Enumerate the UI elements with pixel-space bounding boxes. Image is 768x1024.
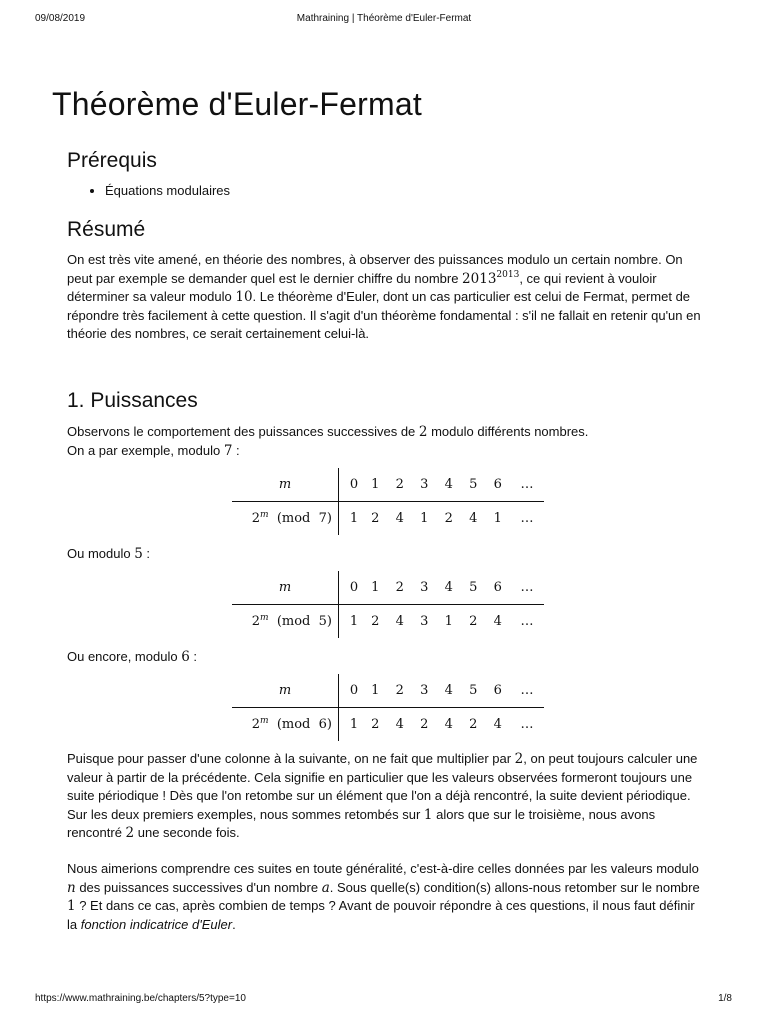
table-ellipsis: … bbox=[510, 674, 544, 708]
table-cell: 0 bbox=[339, 674, 364, 708]
resume-power bbox=[462, 271, 519, 287]
section-1-heading: 1. Puissances bbox=[67, 389, 198, 412]
prereq-item[interactable] bbox=[105, 183, 230, 198]
table-cell: 4 bbox=[437, 571, 462, 605]
table-cell: 1 bbox=[420, 511, 429, 526]
powers-table-mod-5 bbox=[232, 571, 544, 638]
table-ellipsis: … bbox=[520, 717, 534, 732]
table-row-label: 2$^m$ (mod 7) bbox=[232, 502, 339, 536]
table-cell: 3 bbox=[412, 571, 437, 605]
table-cell: 2 bbox=[444, 511, 453, 526]
table-cell: 4 bbox=[493, 717, 502, 732]
table-cell: 5 bbox=[461, 468, 486, 502]
table-cell: 1 bbox=[349, 511, 359, 526]
table-cell: 2 bbox=[371, 717, 380, 732]
euler-function-term: fonction indicatrice d'Euler bbox=[80, 916, 233, 932]
ou-modulo-value: 5 bbox=[134, 546, 143, 562]
intro-modulus: 7 bbox=[223, 442, 233, 459]
print-page-title: Mathraining | Théorème d'Euler-Fermat bbox=[296, 13, 472, 24]
table-cell: 4 bbox=[493, 614, 502, 629]
table-cell: 0 bbox=[339, 468, 364, 502]
table-row-label: 2$^m$ (mod 5) bbox=[232, 605, 339, 639]
table-cell: 1 bbox=[493, 511, 502, 526]
table-cell: 5 bbox=[461, 674, 486, 708]
table-cell: 2 bbox=[469, 717, 478, 732]
powers-table-mod-6 bbox=[232, 674, 544, 741]
table-cell: 2 bbox=[388, 468, 413, 502]
table-cell: 2 bbox=[371, 511, 380, 526]
table-cell: 1 bbox=[363, 674, 388, 708]
table-header-label: m bbox=[232, 674, 339, 708]
table-cell: 2 bbox=[469, 614, 478, 629]
table-cell: 4 bbox=[395, 614, 404, 629]
table-cell: 2 bbox=[371, 614, 380, 629]
table-cell: 5 bbox=[461, 571, 486, 605]
table-cell: 4 bbox=[437, 674, 462, 708]
table-header-label: m bbox=[232, 468, 339, 502]
resume-heading: Résumé bbox=[67, 218, 146, 241]
resume-paragraph bbox=[67, 251, 707, 344]
table-value-row bbox=[232, 605, 544, 639]
table-cell: 1 bbox=[363, 571, 388, 605]
table-ellipsis: … bbox=[520, 614, 534, 629]
periodicity-paragraph: Puisque pour passer d'une colonne à la suivante, on ne fait que multiplier par 2, on peut toujours calculer une valeur à partir de la précédente. Cela signifie en particulier que les valeurs observées formeront toujours une suite périodique ! Dès que l'on retombe sur un élément que l'on a déjà rencontré, la suite devient périodique. Sur les deux premiers exemples, nous sommes retombés sur 1 alors que sur le troisième, nous avons rencontré 2 une seconde fois. bbox=[67, 751, 698, 842]
resume-text-1: On est très vite amené, en théorie des nombres, à observer des puissances modulo un certain nombre. On peut par exemple se demander quel est le dernier chiffre du nombre bbox=[67, 252, 683, 286]
resume-power-base: 2013 bbox=[462, 270, 497, 287]
table-cell: 6 bbox=[486, 674, 511, 708]
intro-text-2: modulo différents nombres. bbox=[427, 424, 589, 439]
table-cell: 3 bbox=[420, 614, 429, 629]
ou-modulo-text: Ou modulo 5 : bbox=[67, 546, 151, 562]
table-value-row bbox=[232, 708, 544, 742]
ou-encore-value: 6 bbox=[181, 649, 190, 665]
table-cell: 4 bbox=[437, 468, 462, 502]
table-cell: 2 bbox=[420, 717, 429, 732]
table-cell: 4 bbox=[395, 717, 404, 732]
table-cell: 2 bbox=[388, 571, 413, 605]
prereq-list bbox=[67, 183, 230, 198]
print-url[interactable]: https://www.mathraining.be/chapters/5?type=10 bbox=[35, 993, 246, 1004]
table-cell: 0 bbox=[339, 571, 364, 605]
table-header-label: m bbox=[232, 571, 339, 605]
table-ellipsis: … bbox=[510, 468, 544, 502]
table-header-row bbox=[232, 571, 544, 605]
table-cell: 3 bbox=[412, 674, 437, 708]
table-row-label: 2$^m$ (mod 6) bbox=[232, 708, 339, 742]
intro-text-4: : bbox=[232, 442, 240, 458]
resume-power-exp: 2013 bbox=[496, 269, 520, 280]
table-cell: 2 bbox=[388, 674, 413, 708]
table-cell: 1 bbox=[349, 614, 359, 629]
page-title: Théorème d'Euler-Fermat bbox=[52, 86, 422, 122]
table-cell: 6 bbox=[486, 571, 511, 605]
intro-text-1: Observons le comportement des puissances successives de bbox=[67, 424, 419, 439]
section-1-intro bbox=[67, 423, 707, 460]
table-cell: 1 bbox=[363, 468, 388, 502]
prereq-heading: Prérequis bbox=[67, 149, 157, 172]
intro-base: 2 bbox=[418, 424, 428, 440]
table-header-row bbox=[232, 674, 544, 708]
table-header-row bbox=[232, 468, 544, 502]
prereq-item-link[interactable]: Équations modulaires bbox=[105, 183, 231, 198]
print-date: 09/08/2019 bbox=[35, 13, 86, 24]
table-value-row bbox=[232, 502, 544, 536]
table-ellipsis: … bbox=[520, 511, 534, 526]
print-page-number: 1/8 bbox=[718, 993, 732, 1004]
generality-paragraph: Nous aimerions comprendre ces suites en toute généralité, c'est-à-dire celles données par les valeurs modulo n des puissances successives d'un nombre a. Sous quelle(s) condition(s) allons-nous retomber sur le nombre 1 ? Et dans ce cas, après combien de temps ? Avant de pouvoir répondre à ces questions, il nous faut définir la fonction indicatrice d'Euler. bbox=[67, 861, 700, 932]
table-cell: 4 bbox=[444, 717, 453, 732]
table-cell: 4 bbox=[469, 511, 478, 526]
table-cell: 3 bbox=[412, 468, 437, 502]
resume-modulus: 10 bbox=[235, 289, 253, 306]
ou-encore-text: Ou encore, modulo 6 : bbox=[67, 649, 198, 665]
table-ellipsis: … bbox=[510, 571, 544, 605]
intro-text-3: On a par exemple, modulo bbox=[67, 442, 224, 458]
table-cell: 1 bbox=[349, 717, 359, 732]
resume-text-3: . Le théorème d'Euler, dont un cas particulier est celui de Fermat, permet de répondre très facilement à cette question. Il s'agit d'un théorème fondamental : s'il ne fallait en retenir qu'un en théorie des nombres, ce serait certainement celui-là. bbox=[67, 289, 701, 342]
resume-text-2: , ce qui revient à vouloir déterminer sa valeur modulo bbox=[67, 270, 657, 305]
powers-table-mod-7 bbox=[232, 468, 544, 535]
table-cell: 1 bbox=[444, 614, 453, 629]
table-cell: 4 bbox=[395, 511, 404, 526]
table-cell: 6 bbox=[486, 468, 511, 502]
